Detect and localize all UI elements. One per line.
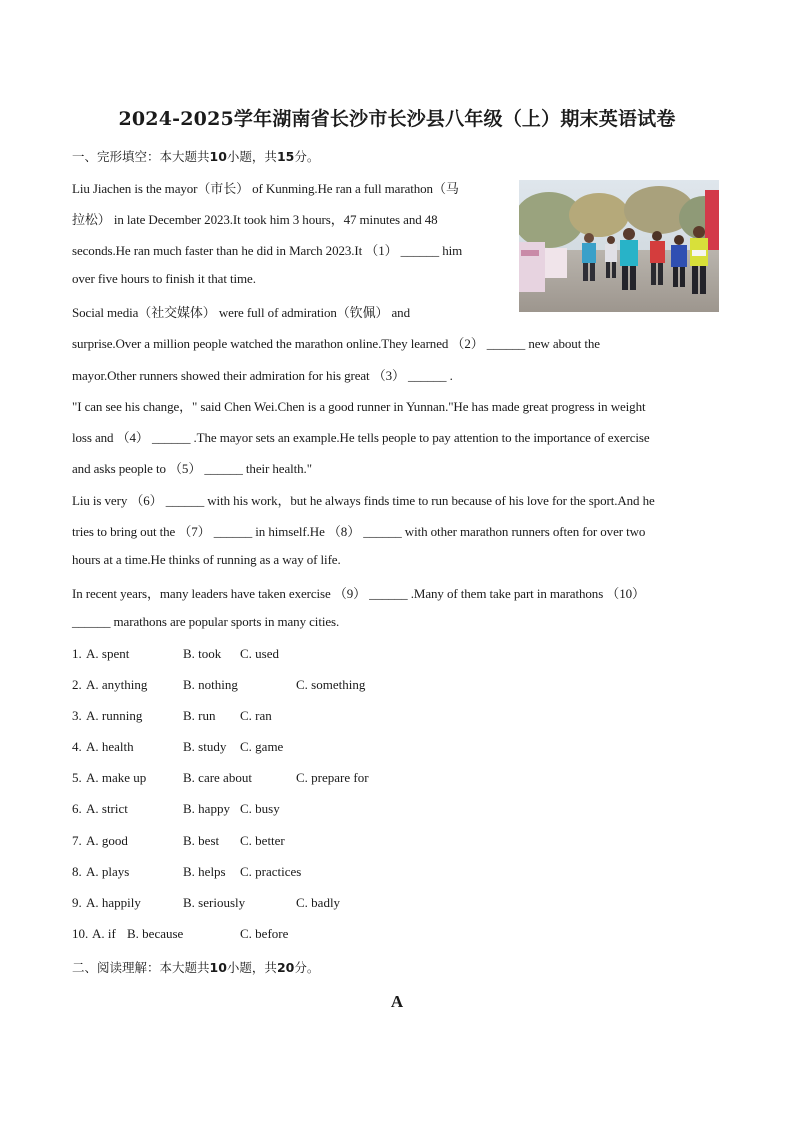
marathon-photo	[519, 180, 719, 312]
passage-line: "I can see his change，" said Chen Wei.Chen is a good runner in Yunnan."He has made great progress in weight	[72, 399, 646, 414]
option-a: A. make up	[86, 770, 147, 785]
question-number: 7.	[72, 833, 82, 848]
option-c: C. used	[240, 646, 279, 661]
option-a: A. plays	[86, 864, 130, 879]
passage-line: In recent years，many leaders have taken exercise （9） ______ .Many of them take part in marathons （10）	[72, 586, 645, 601]
option-a: A. if	[92, 926, 116, 941]
passage-line: Social media（社交媒体） were full of admiration（钦佩） and	[72, 305, 410, 320]
option-a: A. happily	[86, 895, 141, 910]
option-a: A. good	[86, 833, 128, 848]
passage-line: over five hours to finish it that time.	[72, 271, 256, 286]
question-number: 5.	[72, 770, 82, 785]
passage-line: surprise.Over a million people watched the marathon online.They learned （2） ______ new about the	[72, 336, 600, 351]
passage-line: Liu Jiachen is the mayor（市长） of Kunming.He ran a full marathon（马	[72, 181, 459, 196]
passage-line: tries to bring out the （7） ______ in himself.He （8） ______ with other marathon runners often for over two	[72, 524, 646, 539]
section-heading-reading: 二、阅读理解：本大题共10小题，共20分。	[72, 960, 320, 975]
option-c: C. busy	[240, 801, 280, 816]
option-b: B. nothing	[183, 677, 238, 692]
option-b: B. happy	[183, 801, 230, 816]
passage-line: mayor.Other runners showed their admiration for his great （3） ______ .	[72, 368, 453, 383]
section-heading-cloze: 一、完形填空：本大题共10小题，共15分。	[72, 149, 320, 164]
question-number: 2.	[72, 677, 82, 692]
passage-line: seconds.He ran much faster than he did in March 2023.It （1） ______ him	[72, 243, 463, 258]
option-b: B. study	[183, 739, 227, 754]
option-a: A. anything	[86, 677, 148, 692]
question-number: 8.	[72, 864, 82, 879]
option-b: B. seriously	[183, 895, 246, 910]
option-a: A. spent	[86, 646, 130, 661]
option-c: C. something	[296, 677, 366, 692]
question-number: 10.	[72, 926, 89, 941]
option-c: C. before	[240, 926, 289, 941]
option-a: A. running	[86, 708, 143, 723]
option-c: C. better	[240, 833, 285, 848]
marathon-photo-illustration	[519, 180, 719, 312]
option-a: A. health	[86, 739, 134, 754]
question-number: 4.	[72, 739, 82, 754]
option-b: B. best	[183, 833, 220, 848]
passage-line: loss and （4） ______ .The mayor sets an example.He tells people to pay attention to the importance of exercise	[72, 430, 650, 445]
option-a: A. strict	[86, 801, 128, 816]
passage-line: 拉松） in late December 2023.It took him 3 hours，47 minutes and 48	[72, 212, 438, 227]
passage-line: hours at a time.He thinks of running as a way of life.	[72, 552, 341, 567]
option-b: B. helps	[183, 864, 226, 879]
option-c: C. prepare for	[296, 770, 369, 785]
passage-line: and asks people to （5） ______ their health."	[72, 461, 312, 476]
option-b: B. run	[183, 708, 216, 723]
exam-title: 2024-2025学年湖南省长沙市长沙县八年级（上）期末英语试卷	[118, 108, 676, 130]
question-number: 3.	[72, 708, 82, 723]
passage-a-label: A	[390, 992, 404, 1011]
passage-line: Liu is very （6） ______ with his work，but he always finds time to run because of his love for the sport.And he	[72, 493, 655, 508]
question-number: 9.	[72, 895, 82, 910]
option-b: B. took	[183, 646, 222, 661]
option-b: B. because	[127, 926, 184, 941]
option-b: B. care about	[183, 770, 252, 785]
passage-line: ______ marathons are popular sports in many cities.	[72, 614, 340, 629]
option-c: C. badly	[296, 895, 341, 910]
question-number: 6.	[72, 801, 82, 816]
option-c: C. practices	[240, 864, 302, 879]
option-c: C. game	[240, 739, 284, 754]
option-c: C. ran	[240, 708, 272, 723]
question-number: 1.	[72, 646, 82, 661]
